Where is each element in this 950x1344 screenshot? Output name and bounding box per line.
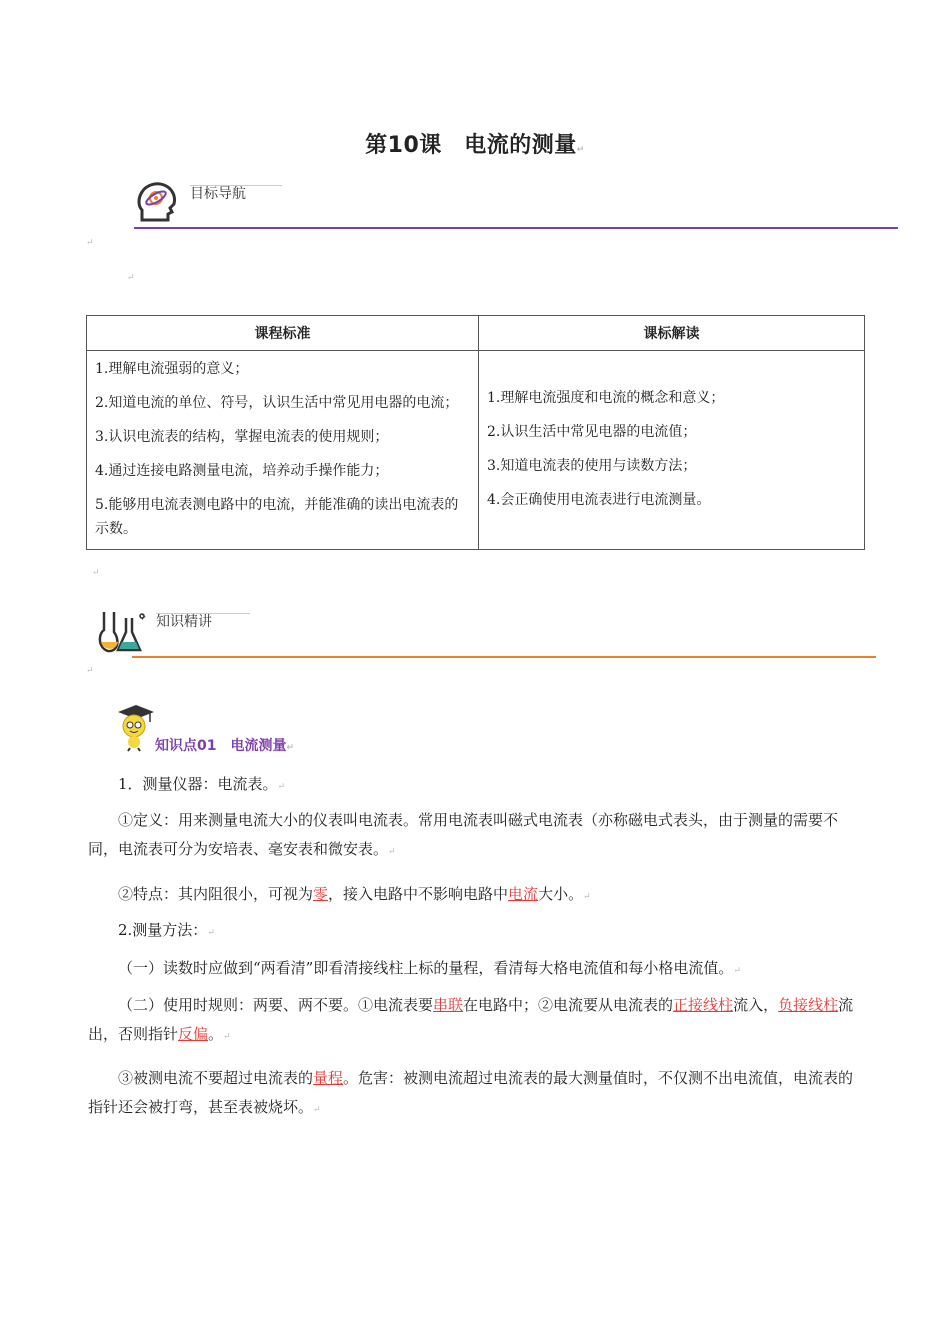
paragraph-mark: ↵	[127, 273, 135, 283]
head-brain-icon	[136, 180, 180, 226]
paragraph: ③被测电流不要超过电流表的量程。危害：被测电流超过电流表的最大测量值时，不仅测不出电流值，电流表的指针还会被打弯，甚至表被烧坏。↵	[88, 1069, 854, 1116]
list-item: 4.会正确使用电流表进行电流测量。	[487, 492, 711, 508]
paragraph: （一）读数时应做到“两看清”即看清接线柱上标的量程，看清每大格电流值和每小格电流值。↵	[118, 959, 741, 977]
knowledge-point-title: 知识点01 电流测量↵	[155, 738, 295, 754]
section-rule-orange	[132, 656, 876, 658]
answer-blank: 串联	[433, 996, 464, 1014]
paragraph: 1．测量仪器：电流表。↵	[118, 775, 286, 793]
table-header: 课程标准	[87, 316, 479, 351]
list-item: 2.知道电流的单位、符号，认识生活中常见用电器的电流；	[95, 395, 459, 411]
paragraph: 2.测量方法：↵	[118, 921, 215, 939]
table-header: 课标解读	[479, 316, 865, 351]
paragraph: （二）使用时规则：两要、两不要。①电流表要串联在电路中；②电流要从电流表的正接线柱流入，负接线柱流出，否则指针反偏。↵	[88, 996, 854, 1043]
answer-blank: 电流	[508, 885, 539, 903]
page-title: 第10课 电流的测量↵	[365, 133, 585, 158]
divider	[190, 185, 282, 186]
answer-blank: 负接线柱	[778, 996, 839, 1014]
section-label-knowledge: 知识精讲	[156, 614, 212, 630]
paragraph-mark: ↵	[86, 238, 94, 248]
answer-blank: 零	[313, 885, 329, 903]
section-label-goal: 目标导航	[190, 186, 246, 202]
list-item: 2.认识生活中常见电器的电流值；	[487, 424, 697, 440]
table-cell-standards	[87, 351, 479, 550]
paragraph-mark: ↵	[92, 568, 100, 578]
list-item: 3.认识电流表的结构，掌握电流表的使用规则；	[95, 429, 389, 445]
list-item: 1.理解电流强度和电流的概念和意义；	[487, 390, 725, 406]
answer-blank: 量程	[313, 1069, 344, 1087]
graduate-mascot-icon	[114, 702, 156, 752]
table-cell-interpretation	[479, 351, 865, 550]
list-item: 3.知道电流表的使用与读数方法；	[487, 458, 697, 474]
standards-table	[86, 315, 865, 550]
paragraph: ①定义：用来测量电流大小的仪表叫电流表。常用电流表叫磁式电流表（亦称磁电式表头，由于测量的需要不同，电流表可分为安培表、毫安表和微安表。↵	[88, 811, 839, 858]
list-item: 1.理解电流强弱的意义；	[95, 361, 249, 377]
divider	[156, 613, 250, 614]
section-rule-purple	[134, 227, 898, 229]
paragraph: ②特点：其内阻很小，可视为零，接入电路中不影响电路中电流大小。↵	[118, 885, 591, 903]
sparkle-icon: ⁘	[138, 611, 148, 624]
list-item: 4.通过连接电路测量电流，培养动手操作能力；	[95, 463, 389, 479]
list-item: 5.能够用电流表测电路中的电流，并能准确的读出电流表的示数。	[95, 497, 459, 537]
answer-blank: 反偏	[178, 1025, 209, 1043]
paragraph-mark: ↵	[86, 666, 94, 676]
answer-blank: 正接线柱	[673, 996, 734, 1014]
